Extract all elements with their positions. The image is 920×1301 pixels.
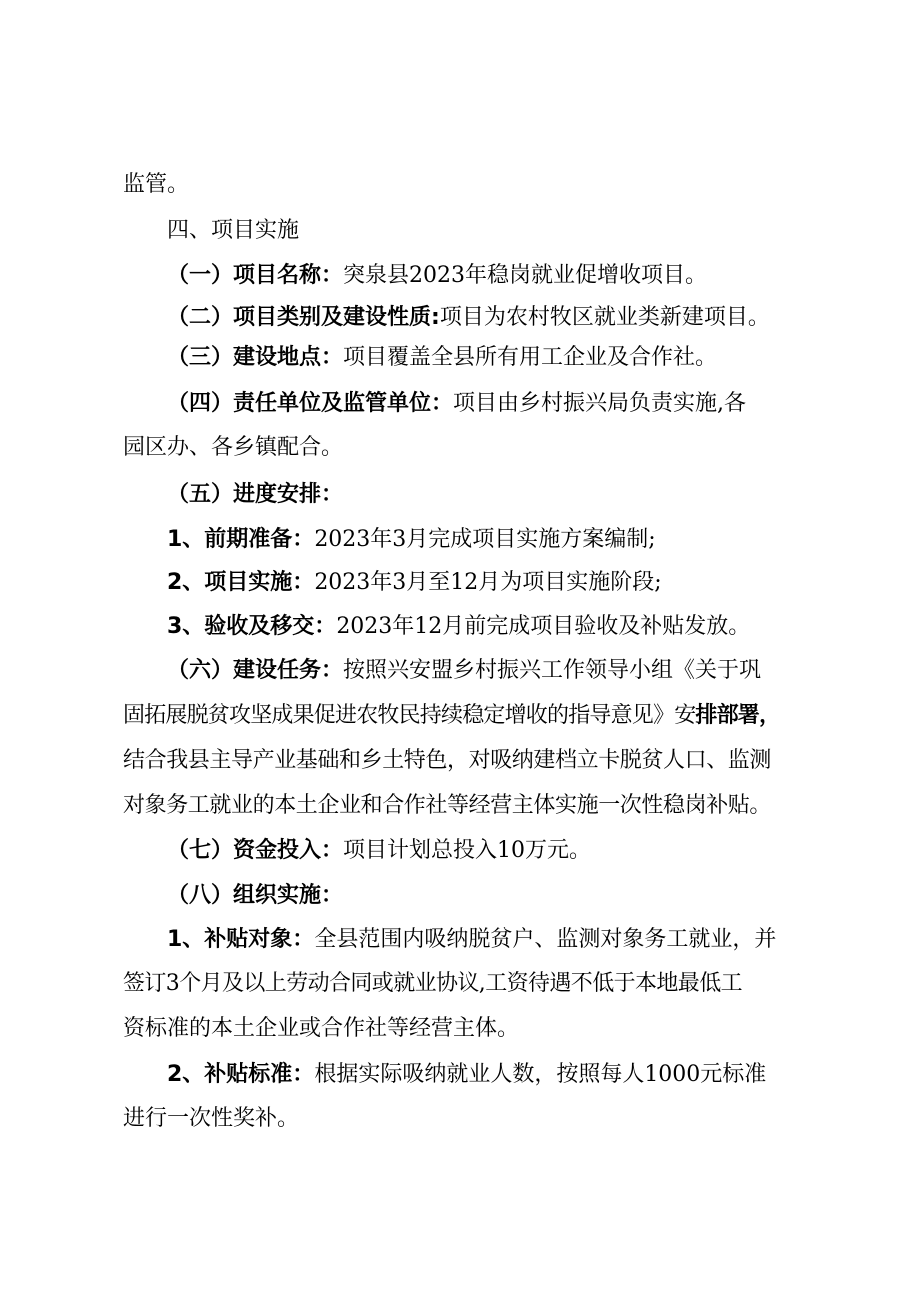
step-label: 1、前期准备： [167, 527, 315, 552]
item-text: 突泉县2023年稳岗就业促增收项目。 [343, 263, 708, 288]
item-construction-task-cont [123, 746, 813, 776]
org-text: 进行一次性奖补。 [123, 1106, 300, 1131]
org-label: 1、补贴对象： [167, 927, 315, 952]
org-item-2 [167, 1060, 857, 1090]
item-text: 园区办、各乡镇配合。 [123, 435, 344, 460]
item-label: （三）建设地点： [167, 345, 344, 370]
org-item-2-cont [123, 1104, 813, 1134]
item-label: （八）组织实施： [167, 883, 344, 908]
org-text: 签订3个月及以上劳动合同或就业协议,工资待遇不低于本地最低工 [123, 971, 742, 996]
org-text: 全县范围内吸纳脱贫户、监测对象务工就业，并 [314, 927, 777, 952]
step-text: 2023年12月前完成项目验收及补贴发放。 [336, 614, 751, 639]
item-responsible-unit-cont [123, 433, 813, 463]
item-label: （五）进度安排： [167, 482, 344, 507]
item-text: 项目为农村牧区就业类新建项目。 [439, 305, 770, 330]
item-text: 固拓展脱贫攻坚成果促进农牧民持续稳定增收的指导意见》安 [123, 703, 696, 728]
item-text: 按照兴安盟乡村振兴工作领导小组《关于巩 [343, 658, 762, 683]
org-item-1-cont [123, 1014, 813, 1044]
item-text: 对象务工就业的本土企业和合作社等经营主体实施一次性稳岗补贴。 [123, 793, 772, 818]
org-text: 资标准的本土企业或合作社等经营主体。 [123, 1016, 520, 1041]
item-text: 项目计划总投入10万元。 [343, 838, 592, 863]
item-construction-task-cont [123, 791, 813, 821]
item-project-name [167, 261, 857, 291]
org-label: 2、补贴标准： [167, 1062, 315, 1087]
item-label: （七）资金投入： [167, 838, 344, 863]
step-label: 3、验收及移交： [167, 614, 337, 639]
item-funding [167, 836, 857, 866]
item-construction-task-cont [123, 701, 813, 731]
schedule-step-2 [167, 568, 857, 598]
org-item-1 [167, 925, 857, 955]
item-label: （六）建设任务： [167, 658, 344, 683]
item-organization [167, 881, 857, 911]
item-label: （二）项目类别及建设性质: [167, 305, 440, 330]
section-heading [167, 216, 857, 246]
item-text-bold: 排部署， [695, 703, 781, 728]
item-text: 项目覆盖全县所有用工企业及合作社。 [343, 345, 718, 370]
item-text: 项目由乡村振兴局负责实施,各 [453, 391, 747, 416]
schedule-step-3 [167, 612, 857, 642]
item-label: （四）责任单位及监管单位： [167, 391, 454, 416]
paragraph-text: 监管。 [123, 172, 190, 197]
section-heading-text: 四、项目实施 [167, 218, 300, 243]
step-text: 2023年3月至12月为项目实施阶段; [314, 570, 662, 595]
item-project-category [167, 303, 857, 333]
item-responsible-unit [167, 389, 857, 419]
continuation-line [123, 170, 813, 200]
item-construction-site [167, 343, 857, 373]
step-label: 2、项目实施： [167, 570, 315, 595]
item-schedule [167, 480, 857, 510]
item-label: （一）项目名称： [167, 263, 344, 288]
step-text: 2023年3月完成项目实施方案编制; [314, 527, 656, 552]
org-text: 根据实际吸纳就业人数，按照每人1000元标准 [314, 1062, 767, 1087]
item-text: 结合我县主导产业基础和乡土特色，对吸纳建档立卡脱贫人口、监测 [123, 748, 772, 773]
org-item-1-cont [123, 969, 813, 999]
schedule-step-1 [167, 525, 857, 555]
item-construction-task [167, 656, 857, 686]
